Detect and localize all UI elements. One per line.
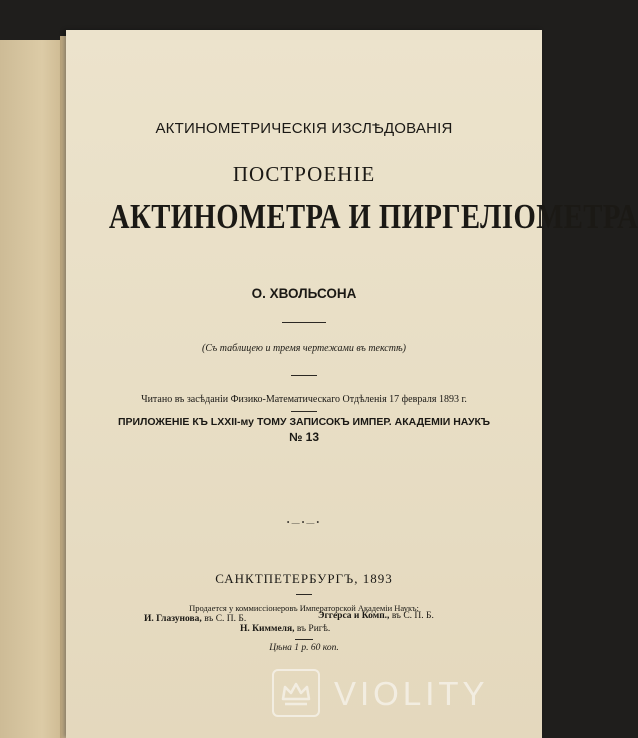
vendor-entry: [240, 624, 330, 634]
vendor-entry: [318, 611, 434, 621]
divider-rule: [296, 594, 312, 595]
imprint-city-year: САНКТПЕТЕРБУРГЪ, 1893: [215, 571, 393, 586]
vendor-name: Эггерса и Комп.,: [318, 611, 390, 621]
vendor-city: въ Ригѣ.: [296, 624, 331, 634]
series-heading: АКТИНОМЕТРИЧЕСКІЯ ИЗСЛѢДОВАНІЯ: [155, 120, 453, 137]
vendor-entry: [144, 614, 246, 624]
price: Цѣна 1 р. 60 коп.: [269, 643, 339, 653]
watermark: [272, 669, 522, 719]
divider-rule: [291, 411, 317, 412]
reading-note: Читано въ засѣданіи Физико-Математическаго Отдѣленія 17 февраля 1893 г.: [141, 394, 467, 405]
ornament-rule: •—•—•: [286, 518, 322, 527]
divider-rule: [295, 639, 313, 640]
appendix-line: ПРИЛОЖЕНІЕ КЪ LXXII-му ТОМУ ЗАПИСОКЪ ИМПЕР. АКАДЕМІИ НАУКЪ: [117, 416, 491, 428]
vendor-name: Н. Киммеля,: [240, 624, 295, 634]
title-page: [66, 30, 638, 738]
divider-rule: [282, 322, 326, 323]
subtitle: ПОСТРОЕНІЕ: [232, 162, 376, 186]
divider-rule: [291, 375, 317, 376]
vendor-city: въ С. П. Б.: [204, 614, 247, 624]
vendor-city: въ С. П. Б.: [391, 611, 434, 621]
crown-logo-icon: [272, 669, 320, 717]
issue-number: № 13: [288, 430, 320, 444]
watermark-text: VIOLITY: [334, 675, 489, 712]
sold-by-note: Продается у коммиссіонеровъ Императорской Академіи Наукъ:: [189, 603, 419, 613]
contents-note: (Съ таблицею и тремя чертежами въ текстѣ): [202, 343, 406, 354]
main-title: АКТИНОМЕТРА И ПИРГЕЛІОМЕТРА: [108, 197, 638, 236]
vendor-name: И. Глазунова,: [144, 614, 202, 624]
author: О. ХВОЛЬСОНА: [251, 286, 357, 301]
